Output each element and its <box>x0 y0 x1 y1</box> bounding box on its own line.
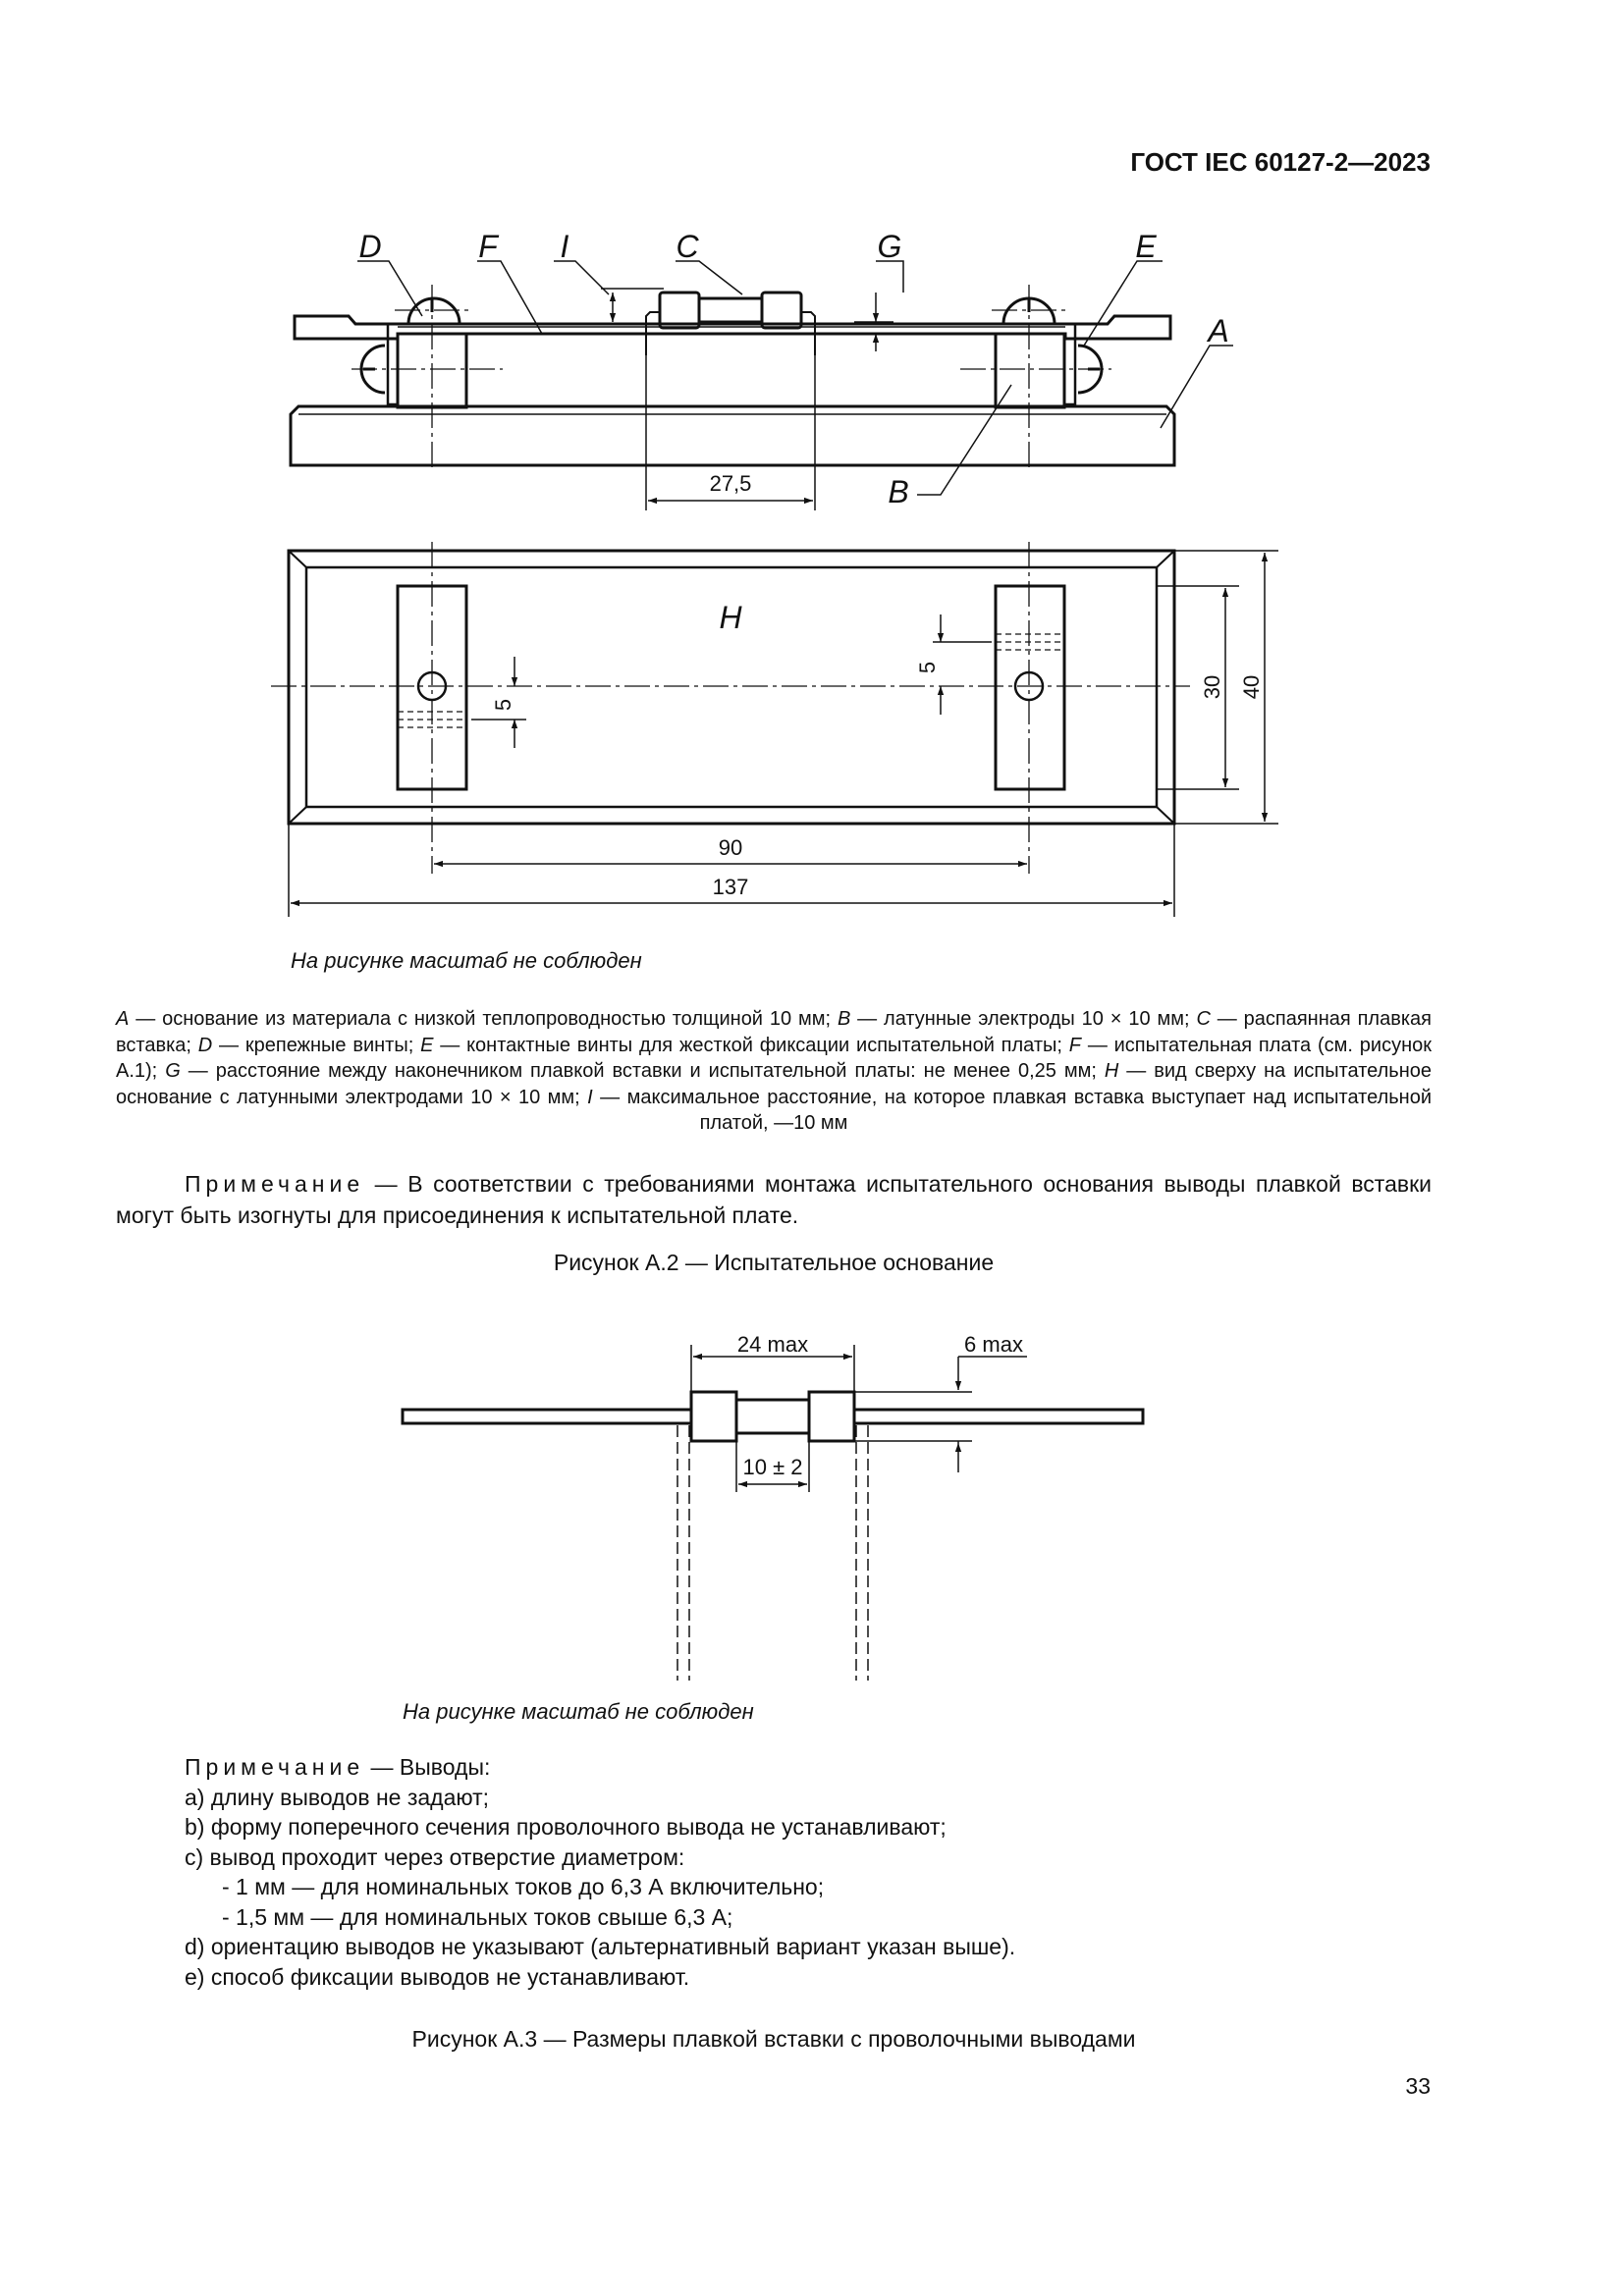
note-a3-subitem: - 1,5 мм — для номинальных токов свыше 6,3 А; <box>222 1903 733 1930</box>
label-a: A <box>1208 313 1229 348</box>
dim-overall-length: 137 <box>712 875 749 899</box>
note-a2-text: — В соответствии с требованиями монтажа испытательного основания выводы плавкой вставки могут быть изогнуты для присоединения к испытательной плате. <box>116 1171 1432 1228</box>
note-a3-item: b) форму поперечного сечения проволочного вывода не устанавливают; <box>185 1814 947 1840</box>
dim-outer-width: 40 <box>1239 674 1264 700</box>
label-c: C <box>676 229 699 264</box>
electrode-right-side <box>996 334 1064 407</box>
note-a3-label: Примечание <box>185 1754 365 1780</box>
fuse-a3-body <box>736 1400 809 1433</box>
note-a3-subitem: - 1 мм — для номинальных токов до 6,3 А включительно; <box>222 1874 825 1899</box>
label-h: H <box>719 600 742 635</box>
dim-hole-offset-right: 5 <box>915 661 940 674</box>
label-i: I <box>560 229 569 264</box>
note-a3-item: d) ориентацию выводов не указывают (альтернативный вариант указан выше). <box>185 1934 1016 1959</box>
electrode-right-top <box>996 586 1064 789</box>
dim-electrode-spacing: 90 <box>718 835 743 860</box>
note-a2-label: Примечание <box>185 1171 365 1197</box>
note-a3 <box>185 1752 1412 1992</box>
label-g: G <box>877 229 902 264</box>
note-a3-item: c) вывод проходит через отверстие диаметром: <box>185 1843 685 1870</box>
page-number: 33 <box>1405 2073 1431 2099</box>
figure-a3-scale-note: На рисунке масштаб не соблюден <box>403 1699 754 1724</box>
label-d: D <box>358 229 382 264</box>
dim-hole-offset-left: 5 <box>491 698 515 712</box>
dim-a3-diameter: 6 max <box>964 1332 1023 1357</box>
label-f: F <box>478 229 498 264</box>
dim-a3-length: 24 max <box>736 1332 809 1357</box>
screw-left-top <box>408 298 460 324</box>
figure-a2-scale-note: На рисунке масштаб не соблюден <box>291 948 642 973</box>
label-b: B <box>888 474 909 509</box>
figure-a2-drawing <box>0 0 1624 982</box>
fuse-a3-cap-right <box>809 1392 854 1441</box>
figure-a3-drawing <box>0 1315 1624 1747</box>
fuse-body <box>699 298 762 322</box>
document-header: ГОСТ IEC 60127-2—2023 <box>1130 147 1431 177</box>
fuse-wire-leads <box>403 1410 691 1423</box>
figure-a2-legend: A — основание из материала с низкой теплопроводностью толщиной 10 мм; B — латунные электроды 10 × 10 мм; C — распаянная плавкая вставка; D — крепежные винты; E — контактные винты для жесткой фиксации испытательной платы; F — испытательная плата (см. рисунок А.1); G — расстояние между наконечником плавкой вставки и испытательной платы: не менее 0,25 мм; H — вид сверху на испытательное основание с латунными электродами 10 × 10 мм; I — максимальное расстояние, на которое плавкая вставка выступает над испытательной платой, —10 мм <box>116 1008 1432 1134</box>
note-a3-item: e) способ фиксации выводов не устанавливают. <box>185 1963 690 1990</box>
base-side <box>291 406 1174 465</box>
note-a3-intro: — Выводы: <box>364 1754 491 1780</box>
base-top-outer <box>289 551 1174 824</box>
fuse-a3-cap-left <box>691 1392 736 1441</box>
note-a2 <box>116 1168 1432 1231</box>
caption-figure-a2: Рисунок А.2 — Испытательное основание <box>553 1250 995 1275</box>
label-e: E <box>1135 229 1157 264</box>
caption-figure-a3: Рисунок А.3 — Размеры плавкой вставки с проволочными выводами <box>411 2026 1136 2052</box>
note-a3-item: a) длину выводов не задают; <box>185 1784 490 1810</box>
dim-a3-center: 10 ± 2 <box>742 1455 803 1479</box>
dim-pin-spacing: 27,5 <box>709 471 752 496</box>
dim-inner-width: 30 <box>1200 674 1224 700</box>
